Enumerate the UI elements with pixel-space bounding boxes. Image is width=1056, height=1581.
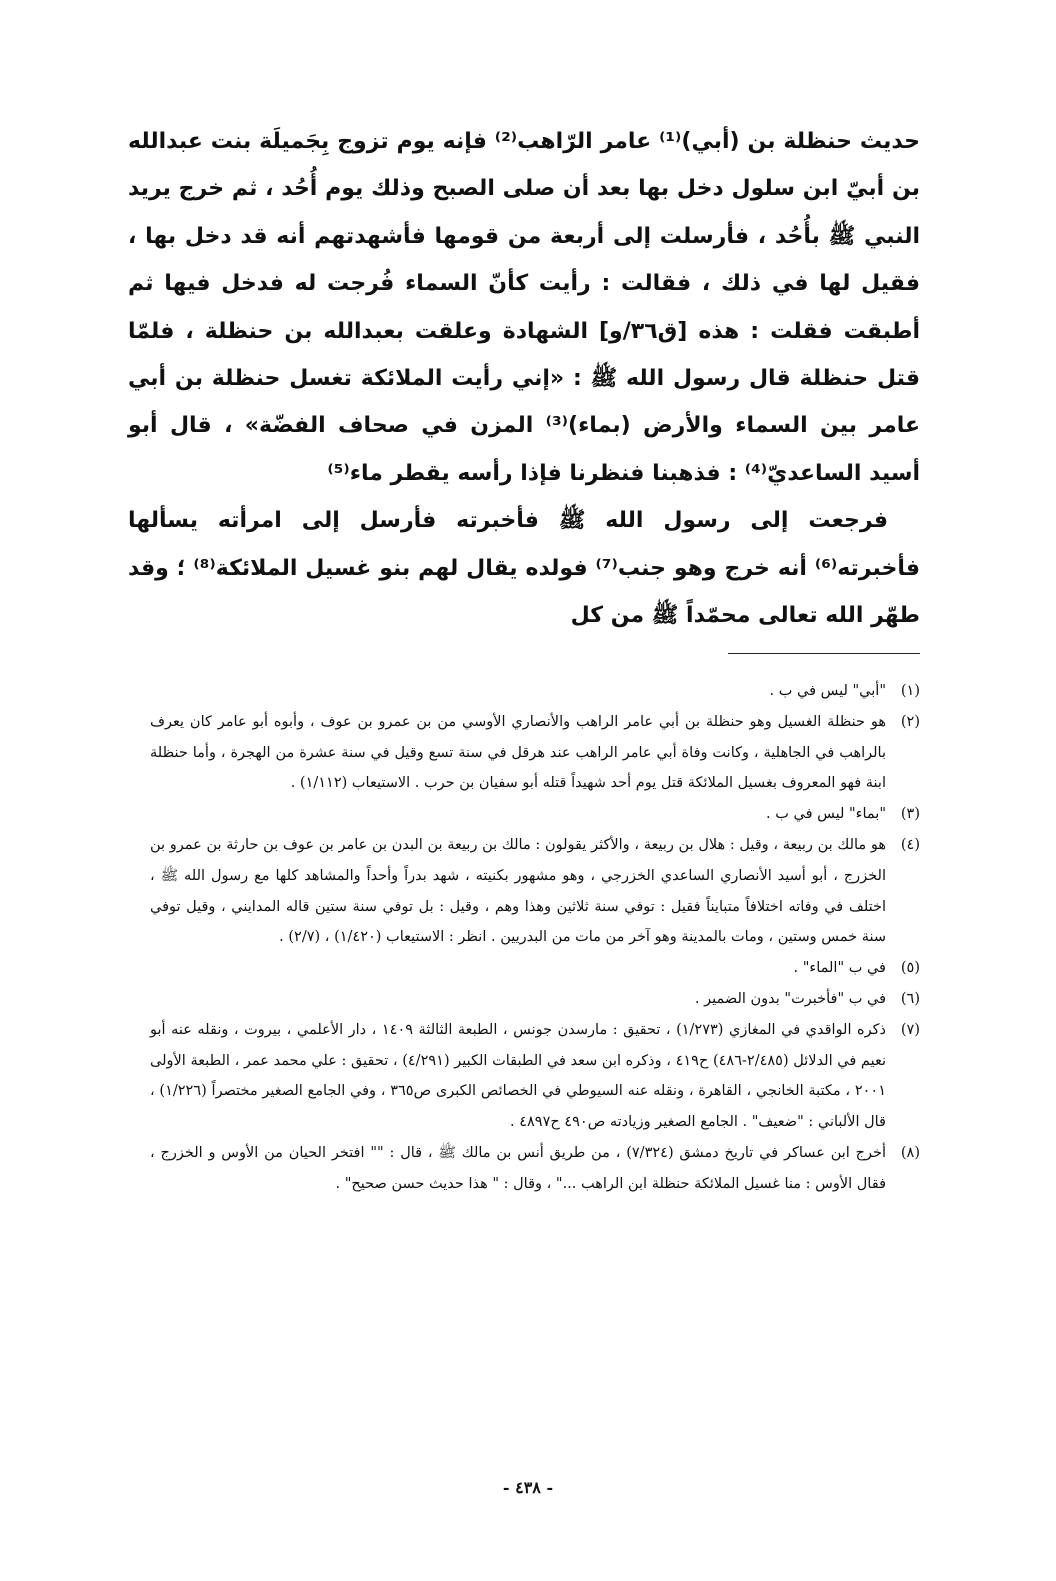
main-text-block	[128, 118, 920, 639]
footnote-text: هو حنظلة الغسيل وهو حنظلة بن أبي عامر الراهب والأنصاري الأوسي من بن عمرو بن عوف ، وأبوه أبو عامر كان يعرف بالراهب في الجاهلية ، وكانت وفاة أبي عامر الراهب عند هرقل في سنة تسع وقيل في سنة عشرة من الهجرة ، وأما حنظلة ابنة فهو المعروف بغسيل الملائكة قتل يوم أحد شهيداً قتله أبو سفيان بن حرب . الاستيعاب (١/١١٢) .	[150, 713, 886, 792]
footnote-8	[150, 1138, 920, 1200]
footnote-1	[150, 676, 920, 707]
footnote-number: (٢)	[900, 713, 920, 730]
footnote-text: هو مالك بن ربيعة ، وقيل : هلال بن ربيعة ، والأكثر يقولون : مالك بن ربيعة بن البدن بن عامر بن عوف بن حارثة بن عمرو بن الخزرج ، أبو أسيد الأنصاري الساعدي الخزرجي ، وهو مشهور بكنيته ، شهد بدراً وأحداً والمشاهد كلها مع رسول الله ﷺ ، اختلف في وفاته اختلافاً متبايناً فقيل : توفي سنة ثلاثين وهذا وهم ، وقيل : بل توفي سنة ستين قاله المدايني ، وقيل توفي سنة خمس وستين ، ومات بالمدينة وهو آخر من مات من البدريين . انظر : الاستيعاب (١/٤٢٠) ، (٢/٧) .	[150, 836, 886, 946]
footnote-number: (٧)	[900, 1021, 920, 1038]
footnote-text: في ب "الماء" .	[793, 960, 886, 977]
footnote-number: (٥)	[900, 960, 920, 977]
footnote-text: "بماء" ليس في ب .	[766, 806, 886, 823]
footnote-text: ذكره الواقدي في المغازي (١/٢٧٣) ، تحقيق : مارسدن جونس ، الطبعة الثالثة ١٤٠٩ ، دار الأعلمي ، بيروت ، ونقله عنه أبو نعيم في الدلائل (٢/٤٨٥-٤٨٦) ح٤١٩ ، وذكره ابن سعد في الطبقات الكبير (٤/٢٩١) ، تحقيق : علي محمد عمر ، الطبعة الأولى ٢٠٠١ ، مكتبة الخانجي ، القاهرة ، ونقله عنه السيوطي في الخصائص الكبرى ص٣٦٥ ، وفي الجامع الصغير مختصراً (١/٢٢٦) ، قال الألباني : "ضعيف" . الجامع الصغير وزيادته ص٤٩٠ ح٤٨٩٧ .	[150, 1021, 886, 1131]
main-paragraph-1: حديث حنظلة بن (أبي)⁽¹⁾ عامر الرّاهب⁽²⁾ فإنه يوم تزوج بِجَميلَة بنت عبدالله بن أبيّ ابن سلول دخل بها بعد أن صلى الصبح وذلك يوم أُحُد ، ثم خرج يريد النبي ﷺ بأُحُد ، فأرسلت إلى أربعة من قومها فأشهدتهم أنه قد دخل بها ، فقيل لها في ذلك ، فقالت : رأيت كأنّ السماء فُرجت له فدخل فيها ثم أطبقت فقلت : هذه [ق٣٦/و] الشهادة وعلقت بعبدالله بن حنظلة ، فلمّا قتل حنظلة قال رسول الله ﷺ : «إني رأيت الملائكة تغسل حنظلة بن أبي عامر بين السماء والأرض (بماء)⁽³⁾ المزن في صحاف الفضّة» ، قال أبو أسيد الساعديّ⁽⁴⁾ : فذهبنا فنظرنا فإذا رأسه يقطر ماء⁽⁵⁾	[128, 129, 921, 486]
footnote-number: (٦)	[900, 990, 920, 1007]
footnote-text: أخرج ابن عساكر في تاريخ دمشق (٧/٣٢٤) ، من طريق أنس بن مالك ﷺ ، قال : "" افتخر الحيان من الأوس و الخزرج ، فقال الأوس : منا غسيل الملائكة حنظلة ابن الراهب ..." ، وقال : " هذا حديث حسن صحيح" .	[150, 1144, 886, 1192]
footnote-6	[150, 984, 920, 1015]
page-number: - ٤٣٨ -	[502, 1478, 554, 1497]
footnote-3	[150, 799, 920, 830]
footnote-number: (٣)	[900, 806, 920, 823]
footnote-number: (٨)	[900, 1144, 920, 1161]
footnote-separator	[728, 653, 920, 654]
footnote-2	[150, 707, 920, 799]
footnote-text: في ب "فأخبرت" بدون الضمير .	[694, 990, 886, 1007]
main-paragraph-2: فرجعت إلى رسول الله ﷺ فأخبرته فأرسل إلى امرأته يسألها فأخبرته⁽⁶⁾ أنه خرج وهو جنب⁽⁷⁾ فولده يقال لهم بنو غسيل الملائكة⁽⁸⁾ ؛ وقد طهّر الله تعالى محمّداً ﷺ من كل	[128, 508, 920, 629]
footnote-7	[150, 1015, 920, 1138]
footnote-number: (٤)	[900, 836, 920, 853]
footnote-text: "أبي" ليس في ب .	[769, 683, 886, 699]
footnote-number: (١)	[900, 683, 920, 699]
footnote-4	[150, 830, 920, 953]
footnotes-block	[150, 676, 920, 1200]
footnote-5	[150, 953, 920, 984]
